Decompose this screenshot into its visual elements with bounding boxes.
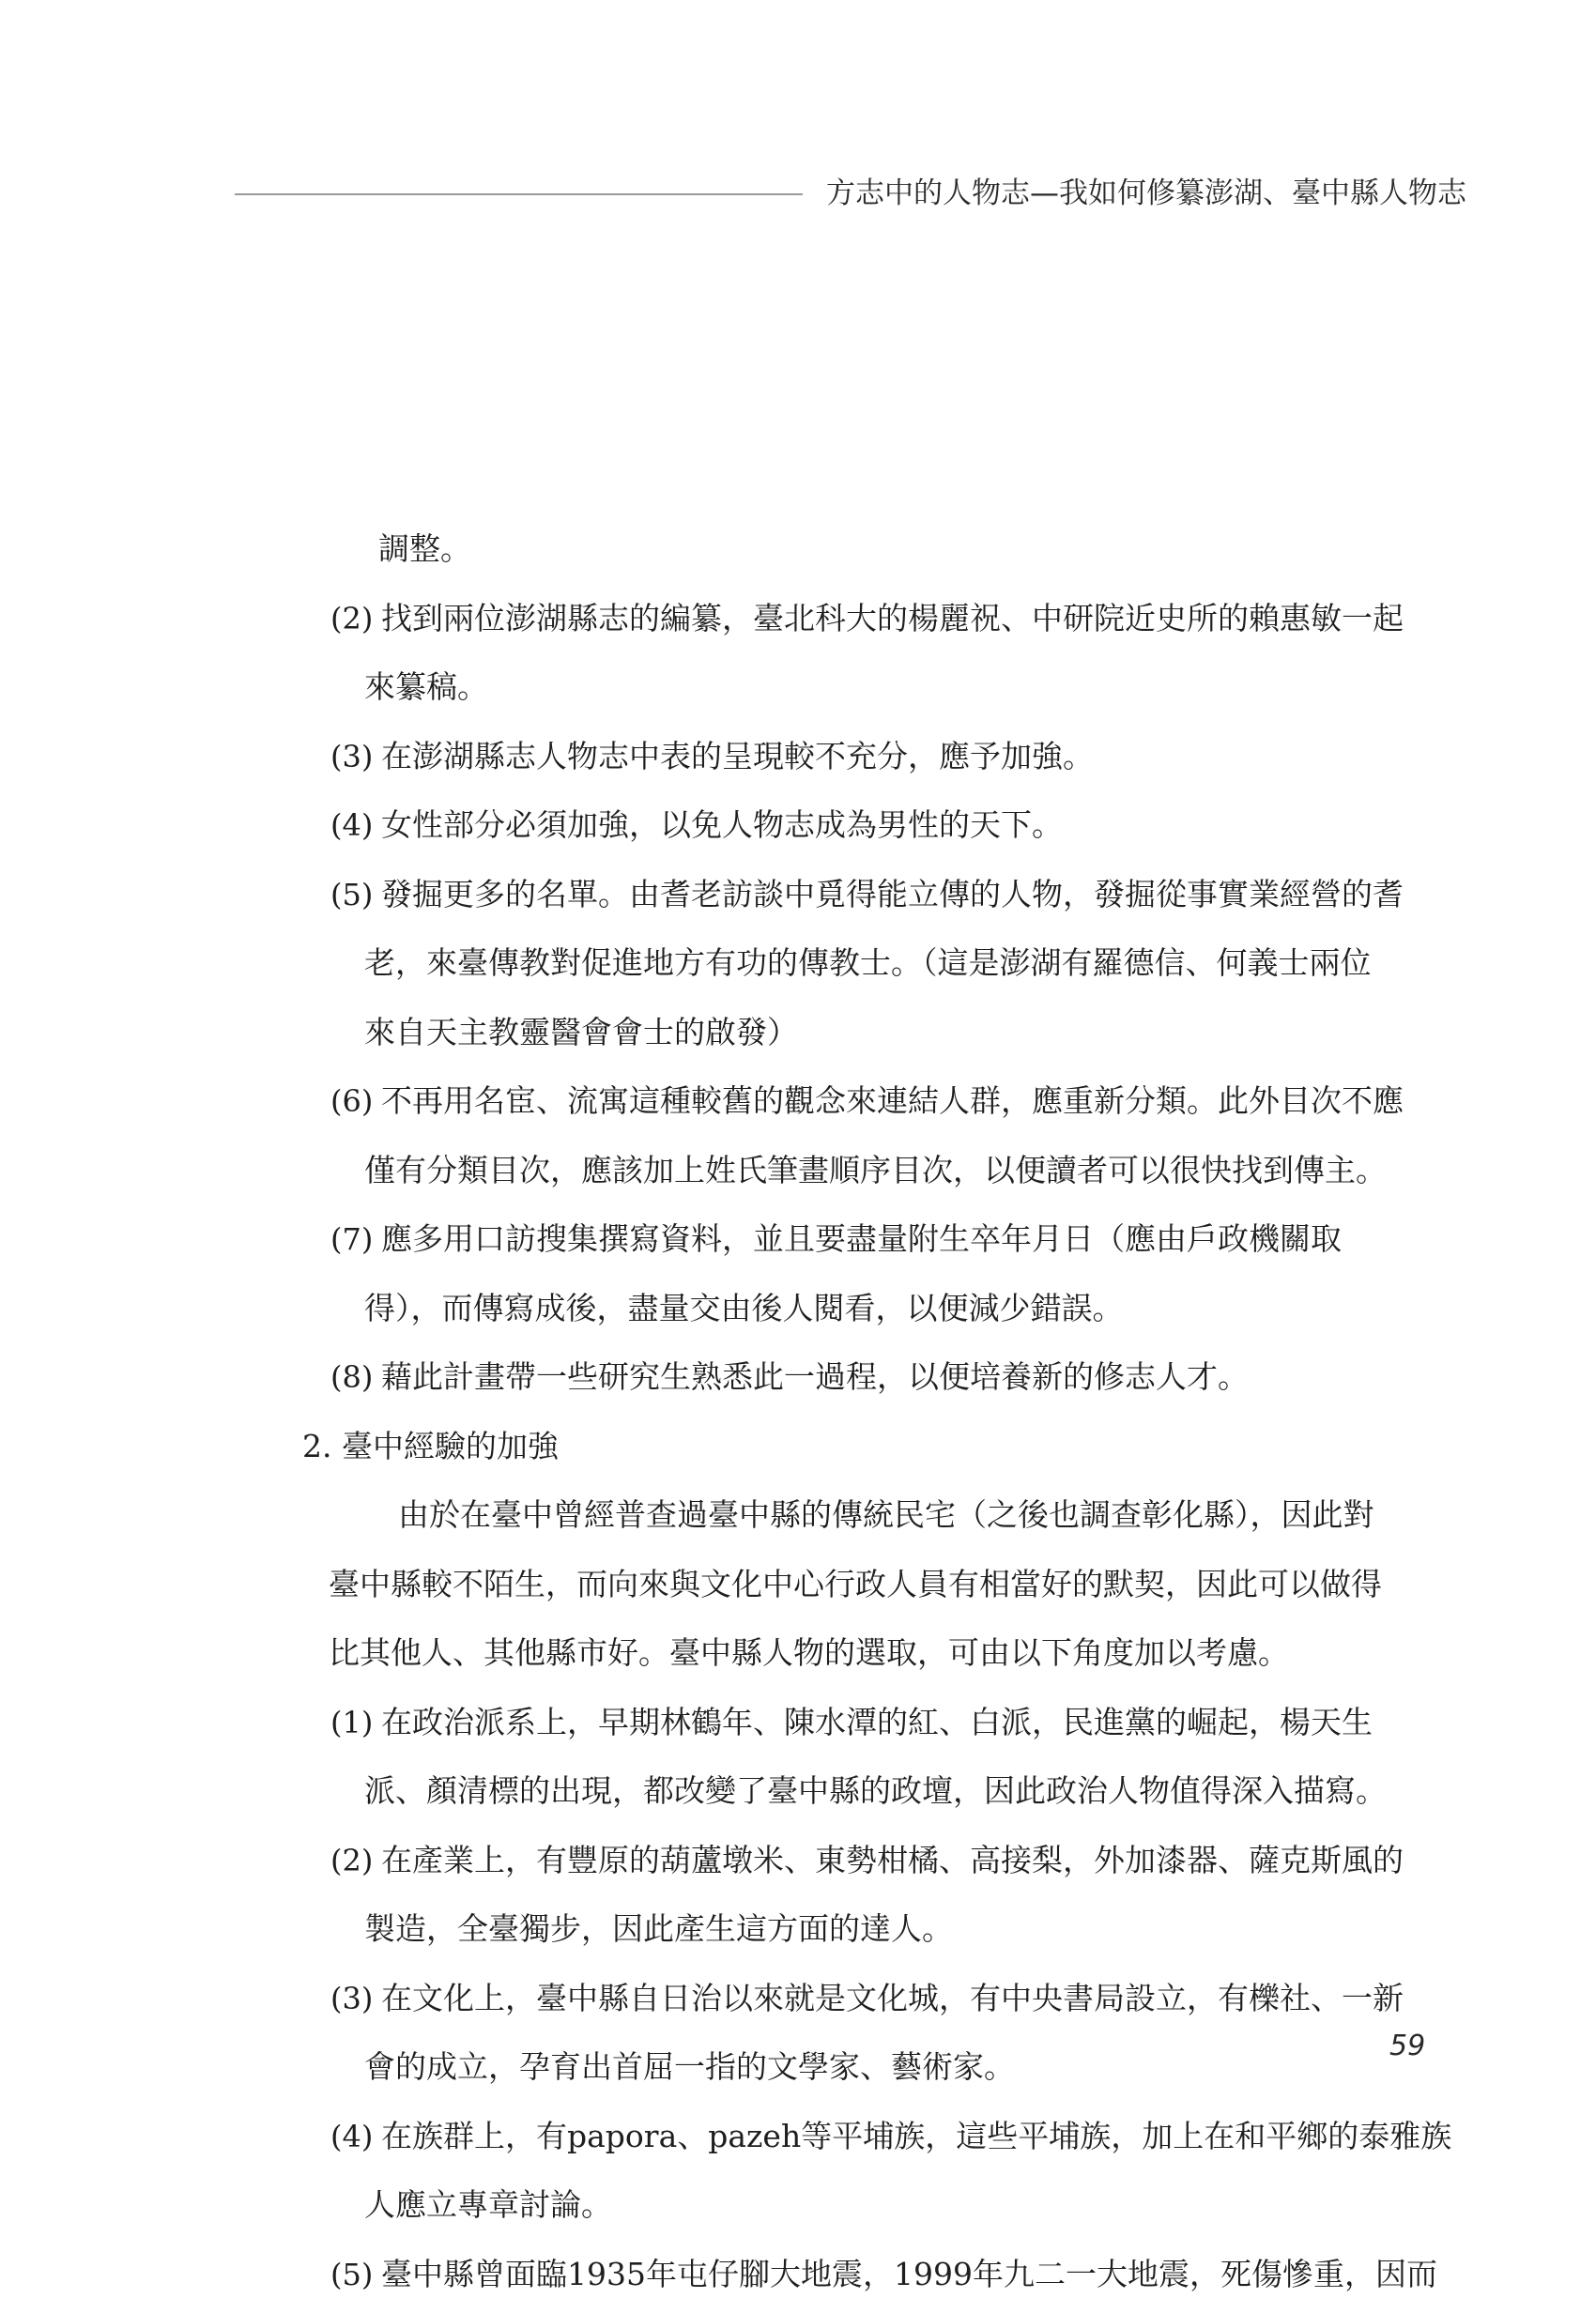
paragraph-line [329, 1630, 1289, 1677]
list-item-line [330, 1078, 1404, 1125]
list-item-line [330, 1216, 1342, 1263]
paragraph-line [398, 1492, 1374, 1539]
list-item-line [330, 2113, 1451, 2160]
list-item-continuation [364, 1147, 1387, 1194]
item-number: (4) [330, 807, 374, 843]
item-number: (1) [330, 1704, 374, 1740]
list-item-continuation [364, 1768, 1387, 1815]
line-text: 會的成立，孕育出首屈一指的文學家、藝術家。 [364, 2048, 1015, 2085]
list-item-line [330, 871, 1404, 918]
line-text: 來纂稿。 [364, 668, 488, 705]
paragraph-line [329, 1561, 1382, 1608]
line-text: 臺中縣曾面臨1935年屯仔腳大地震，1999年九二一大地震，死傷慘重，因而 [381, 2255, 1437, 2292]
line-text: 僅有分類目次，應該加上姓氏筆畫順序目次，以便讀者可以很快找到傳主。 [364, 1151, 1387, 1188]
item-number: (4) [330, 2118, 374, 2154]
item-number: (5) [330, 2256, 374, 2292]
list-item-continuation [364, 1906, 953, 1953]
item-number: (3) [330, 738, 374, 774]
item-number: (8) [330, 1359, 374, 1395]
item-number: (2) [330, 600, 374, 636]
line-text: 製造，全臺獨步，因此產生這方面的達人。 [364, 1910, 953, 1947]
line-text: 在產業上，有豐原的葫蘆墩米、東勢柑橘、高接梨，外加漆器、薩克斯風的 [381, 1841, 1404, 1878]
list-item-line [330, 1354, 1249, 1401]
line-text: 來自天主教靈醫會會士的啟發） [364, 1013, 798, 1050]
list-item-line [330, 802, 1063, 849]
list-item-continuation [364, 1009, 798, 1056]
line-text: 發掘更多的名單。由耆老訪談中覓得能立傳的人物，發掘從事實業經營的耆 [381, 875, 1404, 912]
line-text: 在澎湖縣志人物志中表的呈現較不充分，應予加強。 [381, 737, 1094, 774]
line-text: 由於在臺中曾經普查過臺中縣的傳統民宅（之後也調查彰化縣），因此對 [398, 1496, 1374, 1533]
line-text: 人應立專章討論。 [364, 2186, 612, 2223]
line-text: 在族群上，有papora、pazeh等平埔族，這些平埔族，加上在和平鄉的泰雅族 [381, 2117, 1452, 2154]
item-number: (6) [330, 1083, 374, 1119]
list-item-continuation [364, 2182, 612, 2229]
header-rule [235, 193, 803, 195]
list-item-line [330, 2251, 1437, 2298]
line-text: 女性部分必須加強，以免人物志成為男性的天下。 [381, 806, 1063, 843]
line-text: 應多用口訪搜集撰寫資料，並且要盡量附生卒年月日（應由戶政機關取 [381, 1220, 1342, 1257]
line-text: 在文化上，臺中縣自日治以來就是文化城，有中央書局設立，有櫟社、一新 [381, 1979, 1404, 2016]
line-text: 派、顏清標的出現，都改變了臺中縣的政壇，因此政治人物值得深入描寫。 [364, 1772, 1387, 1809]
list-item-continuation [364, 2044, 1015, 2091]
list-item-line [330, 1837, 1404, 1884]
line-text: 得），而傳寫成後，盡量交由後人閱看，以便減少錯誤。 [364, 1289, 1124, 1326]
item-number: (5) [330, 876, 374, 912]
line-text: 臺中縣較不陌生，而向來與文化中心行政人員有相當好的默契，因此可以做得 [329, 1565, 1382, 1602]
item-number: (7) [330, 1221, 374, 1257]
list-item-continuation [364, 940, 1372, 987]
list-item-line [330, 1975, 1404, 2022]
line-text: 找到兩位澎湖縣志的編纂，臺北科大的楊麗祝、中研院近史所的賴惠敏一起 [381, 599, 1404, 636]
list-item-continuation [364, 664, 488, 711]
item-number: (3) [330, 1980, 374, 2016]
line-text: 2. 臺中經驗的加強 [302, 1427, 559, 1464]
item-number: (2) [330, 1842, 374, 1878]
line-text: 比其他人、其他縣市好。臺中縣人物的選取，可由以下角度加以考慮。 [329, 1634, 1289, 1671]
continuation-line [378, 526, 471, 573]
line-text: 老，來臺傳教對促進地方有功的傳教士。（這是澎湖有羅德信、何義士兩位 [364, 944, 1372, 981]
line-text: 不再用名宦、流寓這種較舊的觀念來連結人群，應重新分類。此外目次不應 [381, 1082, 1404, 1119]
line-text: 調整。 [378, 530, 471, 567]
list-item-line [330, 595, 1404, 642]
running-title: 方志中的人物志—我如何修纂澎湖、臺中縣人物志 [826, 176, 1466, 210]
list-item-continuation [364, 1285, 1124, 1332]
section-heading [302, 1423, 559, 1470]
list-item-line [330, 733, 1094, 780]
line-text: 在政治派系上，早期林鶴年、陳水潭的紅、白派，民進黨的崛起，楊天生 [381, 1703, 1373, 1740]
line-text: 藉此計畫帶一些研究生熟悉此一過程，以便培養新的修志人才。 [381, 1358, 1249, 1395]
list-item-line [330, 1699, 1373, 1746]
page-number: 59 [1389, 2030, 1426, 2062]
